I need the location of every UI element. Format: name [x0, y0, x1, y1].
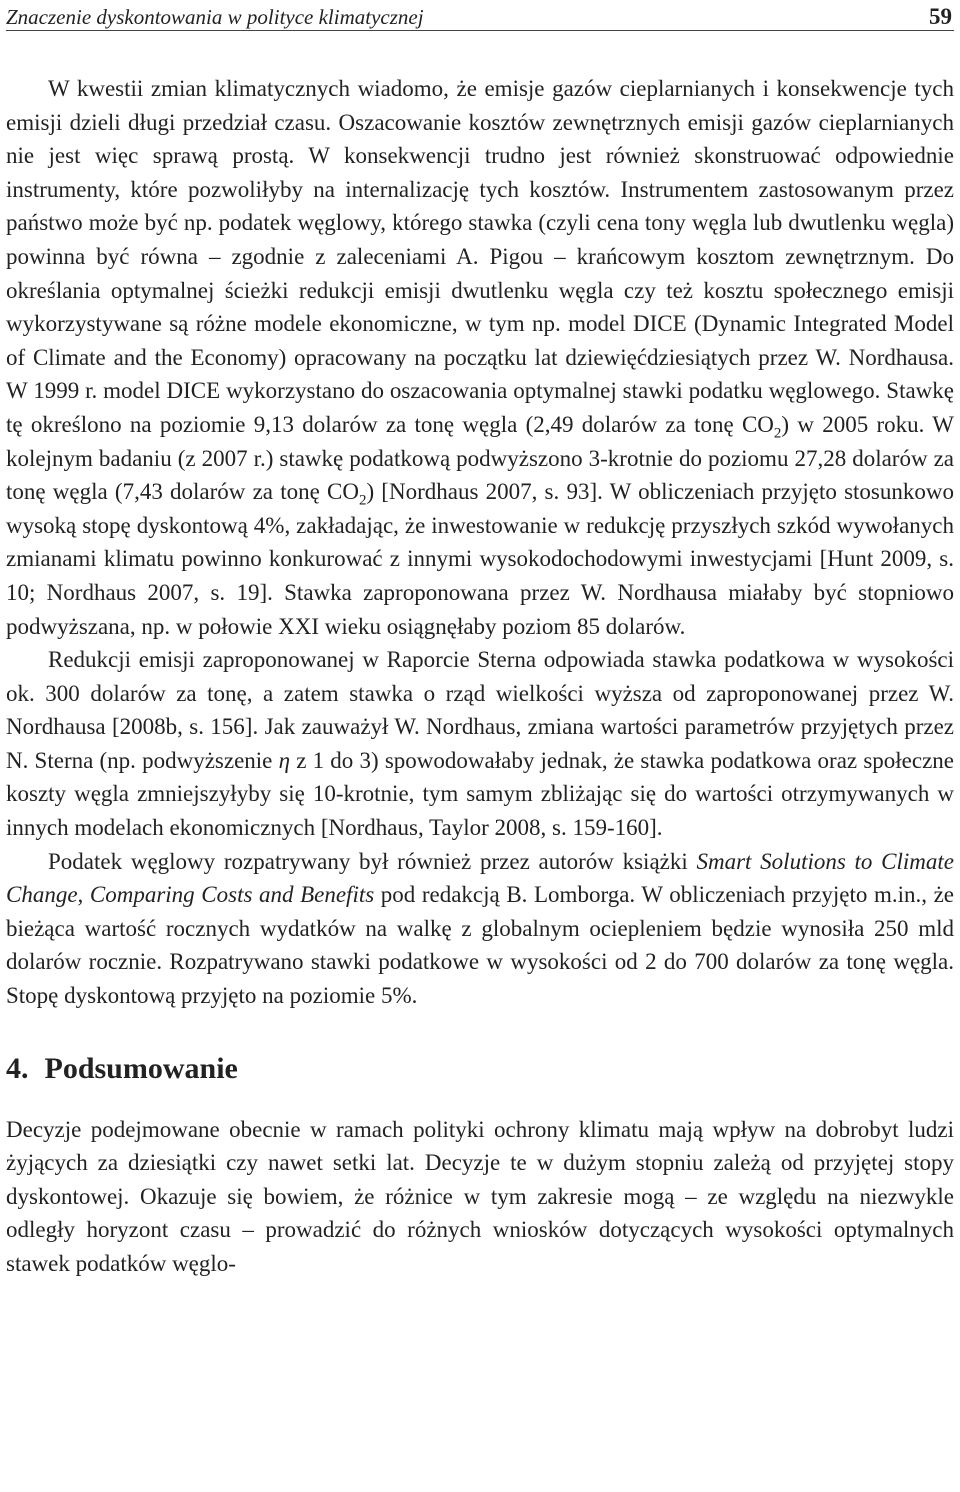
- paragraph-text: Redukcji emisji zaproponowanej w Raporcie Sterna odpowiada stawka podatkowa w wysokości ok. 300 dolarów za tonę, a zatem stawka o rząd wielkości wyższa od zaproponowanej przez W. Nordhausa [2008b, s. 156]. Jak zauważył W. Nordhaus, zmiana wartości parametrów przyjętych przez N. Sterna (np. podwyższenie: [6, 647, 954, 773]
- paragraph-text: W kwestii zmian klimatycznych wiadomo, że emisje gazów cieplarnianych i konsekwencje tych emisji dzieli długi przedział czasu. Oszacowanie kosztów zewnętrznych emisji gazów cieplarnianych nie jest więc sprawą prostą. W konsekwencji trudno jest również skonstruować odpowiednie instrumenty, które pozwoliłyby na internalizację tych kosztów. Instrumentem zastosowanym przez państwo może być np. podatek węglowy, którego stawka (czyli cena tony węgla lub dwutlenku węgla) powinna być równa – zgodnie z zaleceniami A. Pigou – krańcowym kosztom zewnętrznym. Do określania optymalnej ścieżki redukcji emisji dwutlenku węgla czy też kosztu społecznego emisji wykorzystywane są różne modele ekonomiczne, w tym np. model DICE (Dynamic Integrated Model of Climate and the Economy) opracowany na początku lat dziewięćdziesiątych przez W. Nordhausa. W 1999 r. model DICE wykorzystano do oszacowania optymalnej stawki podatku węglowego. Stawkę tę określono na poziomie 9,13 dolarów za tonę węgla (2,49 dolarów za tonę CO: [6, 76, 954, 437]
- paragraph-text: z 1 do 3) spowodowałaby jednak, że stawka podatkowa oraz społeczne koszty węgla zmniejszyłyby się 10-krotnie, tym samym zbliżając się do wartości otrzymywanych w innych modelach ekonomicznych [Nordhaus, Taylor 2008, s. 159-160].: [6, 747, 955, 841]
- running-header: [6, 0, 954, 31]
- paragraph-text: Podatek węglowy rozpatrywany był również przez autorów książki: [48, 848, 697, 874]
- page-number: 59: [929, 4, 952, 29]
- book-title: Smart Solutions to Climate Change, Comparing Costs and Benefits: [6, 848, 954, 908]
- paragraph-summary: Decyzje podejmowane obecnie w ramach polityki ochrony klimatu mają wpływ na dobrobyt ludzi żyjących za dziesiątki czy nawet setki lat. Decyzje te w dużym stopniu zależą od przyjętej stopy dyskontowej. Okazuje się bowiem, że różnice w tym zakresie mogą – ze względu na niezwykle odległy horyzont czasu – prowadzić do różnych wniosków dotyczących wysokości optymalnych stawek podatków węglo-: [6, 1116, 954, 1276]
- section-number: 4.: [6, 1051, 29, 1085]
- section-heading: [6, 1051, 954, 1087]
- paragraph-text: pod redakcją B. Lomborga. W obliczeniach przyjęto m.in., że bieżąca wartość rocznych wydatków na walkę z globalnym ociepleniem będzie wynosiła 250 mld dolarów rocznie. Rozpatrywano stawki podatkowe w wysokości od 2 do 700 dolarów za tonę węgla. Stopę dyskontową przyjęto na poziomie 5%.: [6, 882, 954, 1009]
- paragraph-text: ) [Nordhaus 2007, s. 93]. W obliczeniach przyjęto stosunkowo wysoką stopę dyskontową 4%, zakładając, że inwestowanie w redukcję przyszłych szkód wywołanych zmianami klimatu powinno konkurować z innymi wysokodochodowymi inwestycjami [Hunt 2009, s. 10; Nordhaus 2007, s. 19]. Stawka zaproponowana przez W. Nordhausa miałaby być stopniowo podwyższana, np. w połowie XXI wieku osiągnęłaby poziom 85 dolarów.: [6, 479, 954, 639]
- subscript: 2: [773, 425, 782, 442]
- eta-symbol: η: [278, 747, 291, 773]
- running-title: Znaczenie dyskontowania w polityce klimatycznej: [6, 5, 424, 29]
- page-body: [6, 72, 954, 1281]
- subscript: 2: [358, 492, 367, 509]
- paragraph-lomborg: [6, 845, 954, 1013]
- paragraph-stern-report: [6, 643, 954, 845]
- paragraph-carbon-tax-nordhaus: [6, 72, 954, 643]
- section-title: Podsumowanie: [44, 1051, 238, 1085]
- paragraph-text: ) w 2005 roku. W kolejnym badaniu (z 2007 r.) stawkę podatkową podwyższono 3-krotnie do poziomu 27,28 dolarów za tonę węgla (7,43 dolarów za tonę CO: [6, 411, 954, 505]
